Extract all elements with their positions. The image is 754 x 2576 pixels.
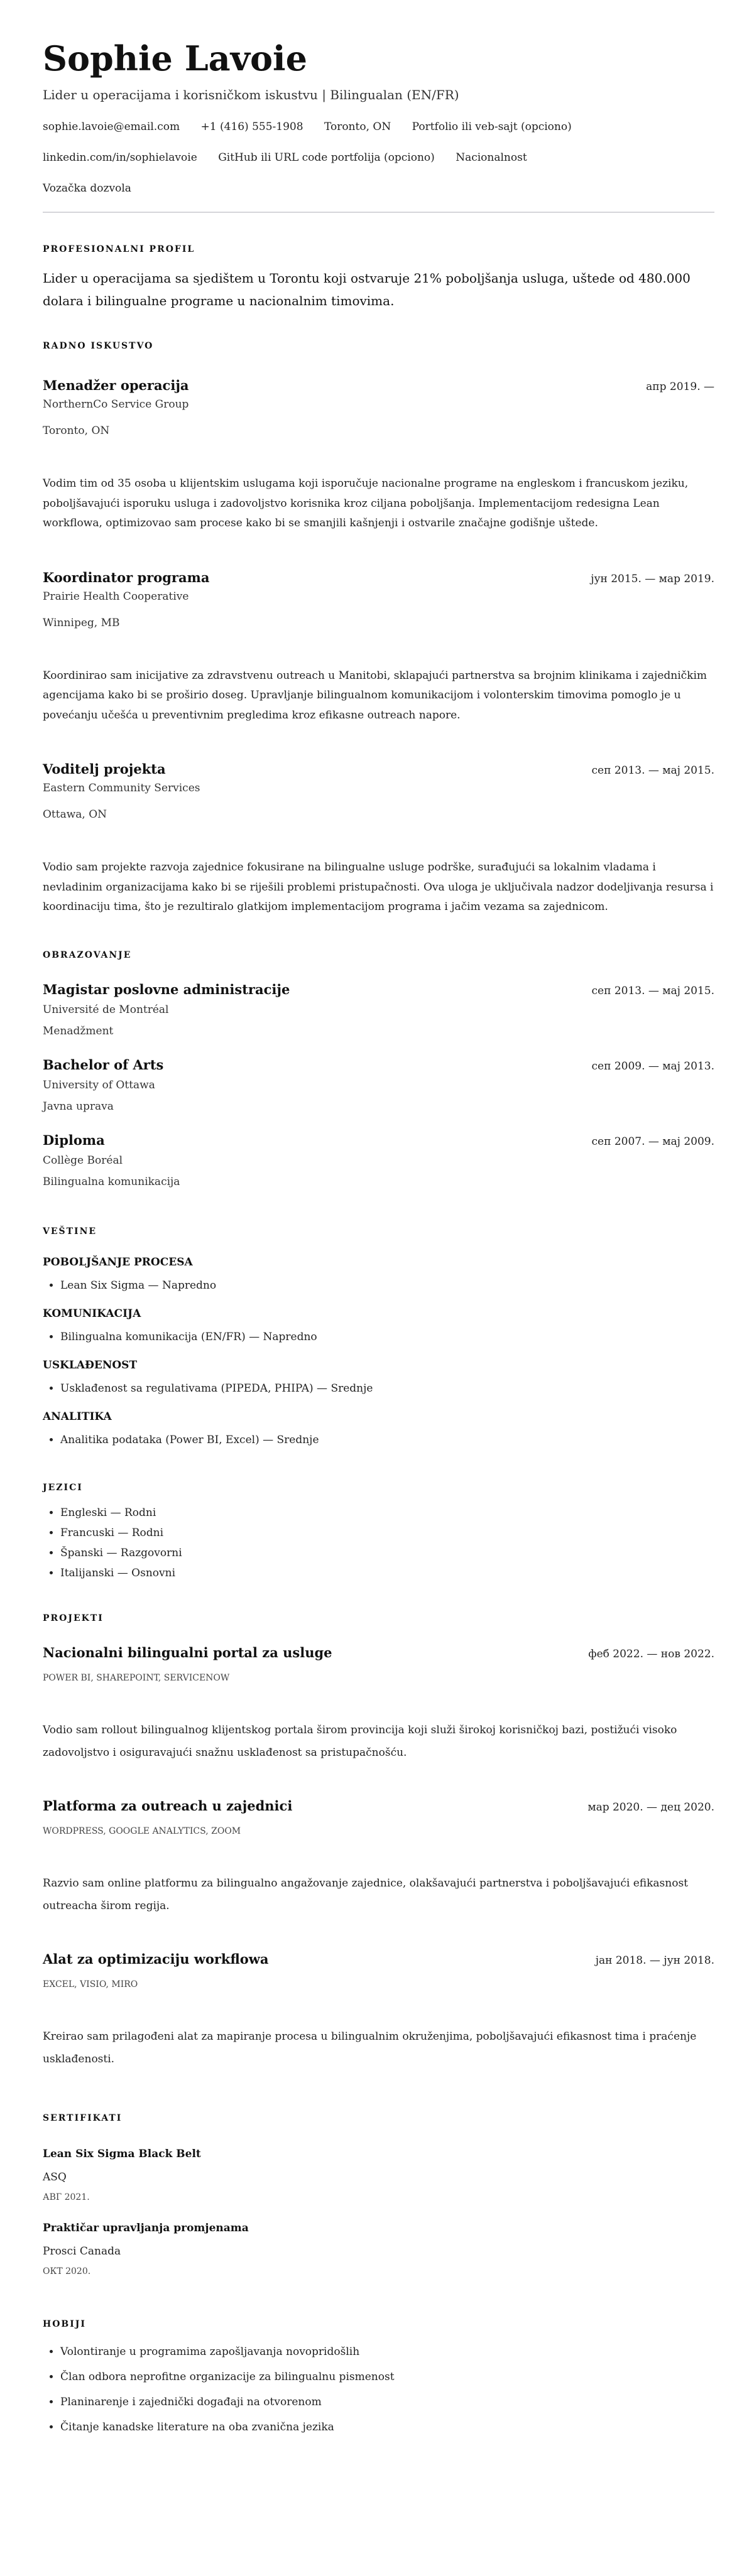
skill-category: USKLAĐENOST <box>43 1358 138 1372</box>
job-title: Koordinator programa <box>43 569 210 585</box>
certificate-date: ОКТ 2020. <box>43 2266 91 2276</box>
job-title: Voditelj projekta <box>43 761 166 777</box>
language-item: • Francuski — Rodni <box>60 1523 714 1543</box>
project-entry <box>43 1797 714 1917</box>
job-location: Winnipeg, MB <box>43 616 120 629</box>
project-description: Vodio sam rollout bilingualnog klijentskog portala širom provincija koji služi širokoj korisničkoj bazi, postižući visoko zadovoljstvo i osiguravajući snažnu usklađenost sa pristupačnošću. <box>43 1723 677 1759</box>
project-title: Alat za optimizaciju workflowa <box>43 1951 269 1967</box>
date-range: јун 2015. — мар 2019. <box>591 572 714 585</box>
section-heading: VEŠTINE <box>43 1226 97 1237</box>
projects-section <box>43 1612 714 2070</box>
nationality: Nacionalnost <box>456 151 527 164</box>
hobbies-section <box>43 2318 714 2440</box>
hobby-item: • Volontiranje u programima zapošljavanja novopridošlih <box>60 2339 714 2364</box>
skill-category: POBOLJŠANJE PROCESA <box>43 1255 193 1269</box>
skill-item: • Analitika podataka (Power BI, Excel) — Srednje <box>60 1430 714 1450</box>
date-range: сеп 2009. — мај 2013. <box>591 1059 714 1073</box>
skill-list <box>43 1275 714 1296</box>
project-title: Nacionalni bilingualni portal za usluge <box>43 1644 332 1660</box>
degree-title: Bachelor of Arts <box>43 1056 164 1073</box>
skill-category: KOMUNIKACIJA <box>43 1307 141 1320</box>
field-of-study: Menadžment <box>43 1024 114 1037</box>
portfolio-link[interactable]: Portfolio ili veb-sajt (opciono) <box>412 121 572 133</box>
header-divider <box>43 212 714 213</box>
profile-section <box>43 243 714 312</box>
drivers-license: Vozačka dozvola <box>43 182 131 195</box>
skill-list <box>43 1327 714 1347</box>
job-location: Ottawa, ON <box>43 808 107 821</box>
education-entry <box>43 980 714 1042</box>
phone: +1 (416) 555-1908 <box>200 121 303 133</box>
section-heading: HOBIJI <box>43 2319 86 2329</box>
certificates-section <box>43 2112 714 2279</box>
skill-category: ANALITIKA <box>43 1410 112 1423</box>
job-location: Toronto, ON <box>43 425 110 437</box>
certificate-issuer: Prosci Canada <box>43 2244 121 2258</box>
section-heading: SERTIFIKATI <box>43 2113 123 2123</box>
contact-row <box>43 119 714 134</box>
degree-title: Magistar poslovne administracije <box>43 981 290 997</box>
field-of-study: Javna uprava <box>43 1100 114 1113</box>
job-entry <box>43 376 714 534</box>
skill-item: • Bilingualna komunikacija (EN/FR) — Napredno <box>60 1327 714 1347</box>
language-item: • Italijanski — Osnovni <box>60 1563 714 1583</box>
certificate-title: Praktičar upravljanja promjenama <box>43 2221 249 2234</box>
date-range: сеп 2007. — мај 2009. <box>591 1135 714 1148</box>
certificate-title: Lean Six Sigma Black Belt <box>43 2147 201 2160</box>
company-name: Prairie Health Cooperative <box>43 590 189 603</box>
entry-header <box>43 1056 714 1074</box>
entry-header <box>43 568 714 587</box>
skill-list <box>43 1430 714 1450</box>
project-tech-stack: EXCEL, VISIO, MIRO <box>43 1979 138 1989</box>
date-range: феб 2022. — нов 2022. <box>588 1647 714 1660</box>
language-item: • Španski — Razgovorni <box>60 1543 714 1563</box>
education-section <box>43 949 714 1193</box>
job-description: Koordinirao sam inicijative za zdravstvenu outreach u Manitobi, sklapajući partnerstva sa brojnim klinikama i zajedničkim agencijama kako bi se proširio doseg. Upravljanje bilingualnom komunikacijom i volonterskim timovima pomoglo je u povećanju učešća u preventivnim pregledima kroz efikasne outreach napore. <box>43 669 708 722</box>
hobby-item: • Čitanje kanadske literature na oba zvanična jezika <box>60 2415 714 2440</box>
school-name: Université de Montréal <box>43 1003 169 1016</box>
certificate-issuer: ASQ <box>43 2170 67 2184</box>
entry-header <box>43 376 714 395</box>
degree-title: Diploma <box>43 1132 105 1148</box>
project-entry <box>43 1950 714 2070</box>
email-link[interactable]: sophie.lavoie@email.com <box>43 121 180 133</box>
date-range: сеп 2013. — мај 2015. <box>591 764 714 777</box>
language-item: • Engleski — Rodni <box>60 1503 714 1523</box>
education-entry <box>43 1131 714 1193</box>
contact-info <box>43 119 714 196</box>
project-title: Platforma za outreach u zajednici <box>43 1797 293 1814</box>
entry-header <box>43 760 714 779</box>
github-link[interactable]: GitHub ili URL code portfolija (opciono) <box>218 151 435 164</box>
hobby-item: • Planinarenje i zajednički događaji na otvorenom <box>60 2389 714 2415</box>
date-range: мар 2020. — дец 2020. <box>587 1800 714 1814</box>
entry-header <box>43 1643 714 1662</box>
profile-summary: Lider u operacijama sa sjedištem u Torontu koji ostvaruje 21% poboljšanja usluga, uštede od 480.000 dolara i bilingualne programe u nacionalnim timovima. <box>43 271 691 308</box>
certificate-entry <box>43 2217 714 2279</box>
project-tech-stack: WORDPRESS, GOOGLE ANALYTICS, ZOOM <box>43 1826 241 1836</box>
skill-item: • Lean Six Sigma — Napredno <box>60 1275 714 1296</box>
resume-header <box>43 36 714 213</box>
company-name: Eastern Community Services <box>43 782 200 794</box>
section-heading: PROFESIONALNI PROFIL <box>43 244 195 254</box>
project-description: Razvio sam online platformu za bilingualno angažovanje zajednice, olakšavajući partnerstva i poboljšavajući efikasnost outreacha širom regija. <box>43 1876 689 1912</box>
project-tech-stack: POWER BI, SHAREPOINT, SERVICENOW <box>43 1672 230 1683</box>
project-entry <box>43 1643 714 1764</box>
entry-header <box>43 980 714 999</box>
education-entry <box>43 1056 714 1117</box>
hobby-item: • Član odbora neprofitne organizacije za bilingualnu pismenost <box>60 2364 714 2389</box>
candidate-name: Sophie Lavoie <box>43 38 307 78</box>
job-entry <box>43 568 714 726</box>
location: Toronto, ON <box>324 121 391 133</box>
date-range: јан 2018. — јун 2018. <box>595 1954 714 1967</box>
contact-row <box>43 150 714 165</box>
section-heading: RADNO ISKUSTVO <box>43 341 154 351</box>
school-name: University of Ottawa <box>43 1078 155 1091</box>
skill-list <box>43 1378 714 1399</box>
company-name: NorthernCo Service Group <box>43 398 189 411</box>
project-description: Kreirao sam prilagođeni alat za mapiranje procesa u bilingualnim okruženjima, poboljšavajući efikasnost tima i praćenje usklađenosti. <box>43 2030 697 2065</box>
job-title: Menadžer operacija <box>43 377 189 393</box>
section-heading: JEZICI <box>43 1482 83 1493</box>
entry-header <box>43 1797 714 1816</box>
date-range: сеп 2013. — мај 2015. <box>591 984 714 997</box>
job-description: Vodim tim od 35 osoba u klijentskim uslugama koji isporučuje nacionalne programe na engleskom i francuskom jeziku, poboljšavajući isporuku usluga i zadovoljstvo korisnika kroz ciljana poboljšanja. Implementacijom redesigna Lean workflowa, optimizovao sam procese kako bi se smanjili kašnjenji i ostvarile značajne godišnje uštede. <box>43 477 689 529</box>
skills-section <box>43 1225 714 1450</box>
languages-section <box>43 1481 714 1583</box>
job-description: Vodio sam projekte razvoja zajednice fokusirane na bilingualne usluge podrške, surađujući sa lokalnim vladama i nevladinim organizacijama kako bi se riješili problemi pristupačnosti. Ova uloga je uključivala nadzor dodeljivanja resursa i koordinaciju tima, što je rezultiralo glatkijom implementacijom programa i jačim vezama sa zajednicom. <box>43 861 714 913</box>
school-name: Collège Boréal <box>43 1154 123 1167</box>
certificate-entry <box>43 2143 714 2205</box>
field-of-study: Bilingualna komunikacija <box>43 1175 180 1188</box>
entry-header <box>43 1131 714 1150</box>
date-range: апр 2019. — <box>646 381 714 393</box>
contact-row <box>43 181 714 196</box>
linkedin-link[interactable]: linkedin.com/in/sophielavoie <box>43 151 197 164</box>
headline: Lider u operacijama i korisničkom iskustvu | Bilingualan (EN/FR) <box>43 87 459 102</box>
section-heading: OBRAZOVANJE <box>43 950 132 960</box>
job-entry <box>43 760 714 917</box>
entry-header <box>43 1950 714 1969</box>
certificate-date: АВГ 2021. <box>43 2192 90 2202</box>
section-heading: PROJEKTI <box>43 1613 104 1623</box>
experience-section <box>43 340 714 917</box>
skill-item: • Usklađenost sa regulativama (PIPEDA, PHIPA) — Srednje <box>60 1378 714 1399</box>
